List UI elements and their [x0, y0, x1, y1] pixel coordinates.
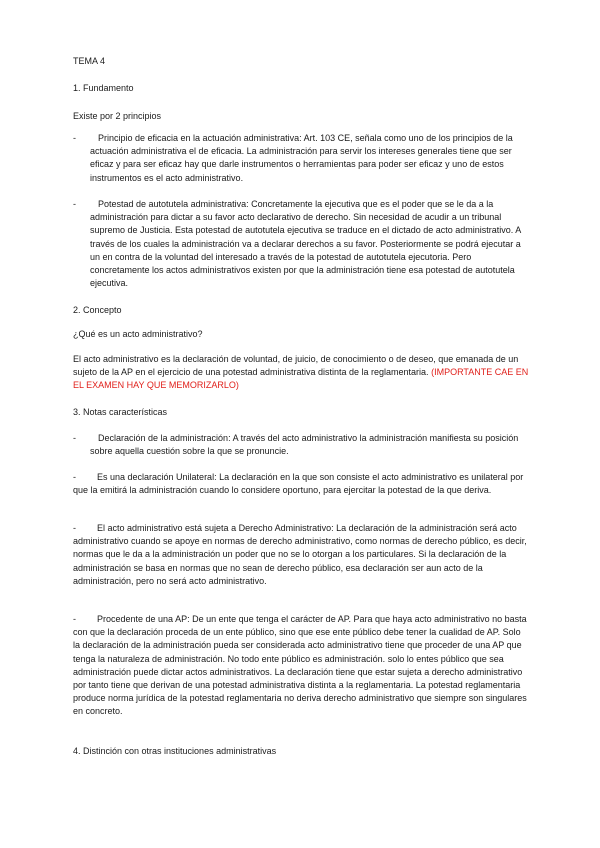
list-item-body: [90, 132, 528, 185]
definition-paragraph: [73, 353, 533, 393]
list-item-text: La declaración en la que son consiste el acto administrativo es unilateral por que la emitirá la administración cuando lo considere oportuno, para ejercitar la potestad de la que deriva.: [73, 472, 524, 496]
bullet-dash: -: [73, 199, 76, 209]
list-item: [73, 522, 528, 588]
list-item-lead: Potestad de autotutela administrativa:: [98, 199, 249, 209]
list-item-lead: Declaración de la administración:: [98, 433, 231, 443]
list-item-lead: Principio de eficacia en la actuación administrativa:: [98, 133, 302, 143]
list-item-lead: Procedente de una AP:: [97, 614, 190, 624]
bullet-dash: -: [73, 472, 76, 482]
list-item-lead: Es una declaración Unilateral:: [97, 472, 217, 482]
section-2-question: ¿Qué es un acto administrativo?: [73, 329, 203, 339]
list-item-text: La declaración de la administración será acto administrativo cuando se apoye en normas de derecho administrativo, como normas de derecho público, es decir, normas que le da a la administración un poder que no se lo otorgan a los particulares. Si la declaración de la administración se basa en normas que no sean de derecho público, esa declaración ser aun acto de la administración, pero no será acto administrativo.: [73, 523, 527, 586]
exam-note: (IMPORTANTE CAE EN EL EXAMEN HAY QUE MEMORIZARLO): [73, 367, 529, 391]
list-item: [73, 198, 528, 290]
list-item-body: [73, 471, 528, 497]
list-item: [73, 613, 528, 719]
definition-text: El acto administrativo es la declaración de voluntad, de juicio, de conocimiento o de deseo, que emanada de un sujeto de la AP en el ejercicio de una potestad administrativa distinta de la reglamentaria.: [73, 354, 519, 378]
section-2-heading: 2. Concepto: [73, 305, 122, 315]
list-item-body: [90, 198, 528, 290]
list-item-text: Concretamente la ejecutiva que es el poder que se le da a la administración para dictar a su favor acto declarativo de derecho. Sin necesidad de acudir a un tribunal supremo de Justicia. Esta potestad de autotutela ejecutiva se traduce en el dictado de acto administrativo. A través de los cuales la administración va a declarar derechos a su favor. Posteriormente se podrá ejecutar a un en contra de la voluntad del interesado a través de la potestad de autotutela ejecutoria. Pero concretamente los actos administrativos existen por que la administración tiene esa potestad de autotutela ejecutiva.: [90, 199, 521, 289]
bullet-dash: -: [73, 614, 76, 624]
list-item-text: A través del acto administrativo la administración manifiesta su posición sobre aquella cuestión sobre la que se pronuncie.: [90, 433, 519, 457]
list-item-text: De un ente que tenga el carácter de AP. Para que haya acto administrativo no basta con que la declaración proceda de un ente público, sino que ese ente público debe tener la cualidad de AP. Solo la declaración de la administración pueda ser considerada acto administrativo tiene que proceder de una AP que tenga la naturaleza de administración. No todo ente público es administración. solo lo entes público que sea administración puede dictar actos administrativos. La declaración tiene que estar sujeta a derecho administrativo por tanto tiene que derivan de una potestad administrativa distinta a la reglamentaria. La potestad reglamentaria produce norma jurídica de la potestad reglamentaria no deriva derecho administrativo que siempre son singulares en concreto.: [73, 614, 527, 717]
document-title: TEMA 4: [73, 56, 106, 66]
bullet-dash: -: [73, 433, 76, 443]
list-item-body: [73, 613, 528, 719]
section-1-intro: Existe por 2 principios: [73, 111, 162, 121]
list-item: [73, 432, 528, 458]
section-3-heading: 3. Notas características: [73, 407, 168, 417]
list-item: [73, 132, 528, 185]
list-item-lead: El acto administrativo está sujeta a Derecho Administrativo:: [97, 523, 334, 533]
section-1-heading: 1. Fundamento: [73, 83, 134, 93]
list-item-body: [90, 432, 528, 458]
section-4-heading: 4. Distinción con otras instituciones administrativas: [73, 746, 277, 756]
bullet-dash: -: [73, 133, 76, 143]
bullet-dash: -: [73, 523, 76, 533]
list-item-text: Art. 103 CE, señala como uno de los principios de la actuación administrativa el de eficacia. La administración para servir los intereses generales tiene que ser eficaz y para ser eficaz hay que darle instrumentos o herramientas para poder ser eficaz y uno de estos instrumentos es el acto administrativo.: [90, 133, 513, 183]
list-item: [73, 471, 528, 497]
list-item-body: [73, 522, 528, 588]
